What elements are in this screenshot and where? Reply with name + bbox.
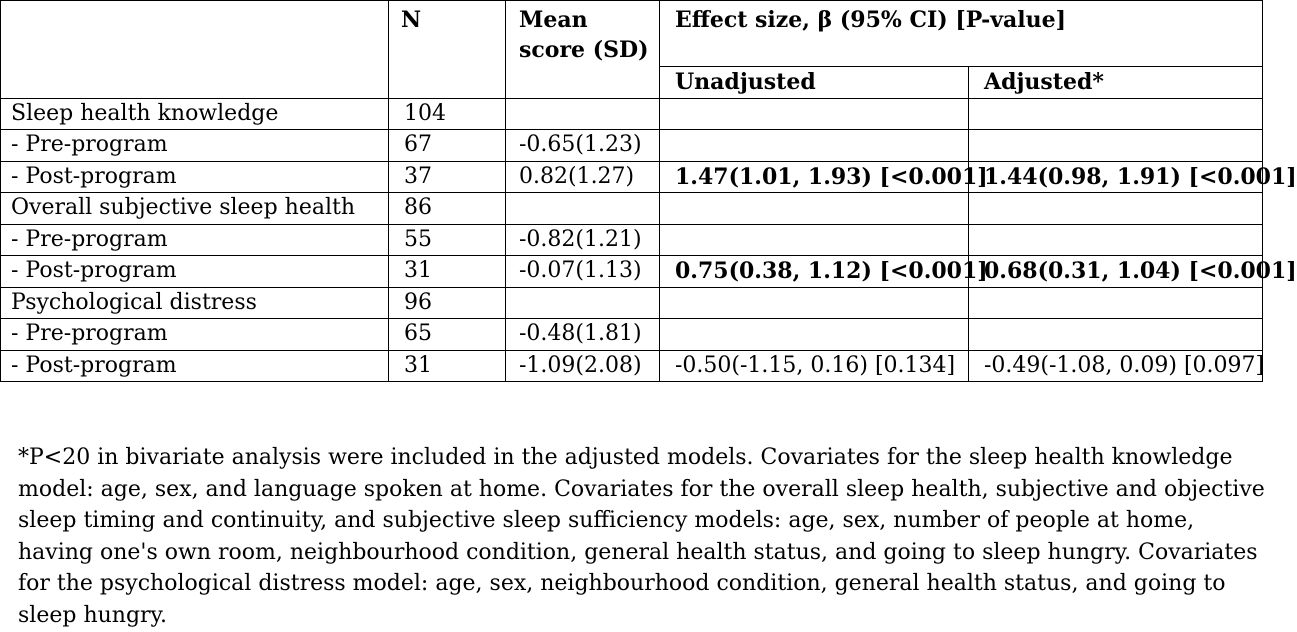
row-n: 86 xyxy=(389,193,506,225)
row-adjusted: -0.49(-1.08, 0.09) [0.097] xyxy=(969,350,1263,382)
row-n: 37 xyxy=(389,161,506,193)
row-label: - Post-program xyxy=(1,161,389,193)
row-mean-score: -0.82(1.21) xyxy=(506,224,660,256)
row-mean-score xyxy=(506,98,660,130)
header-row xyxy=(1,1,1263,67)
row-adjusted: 1.44(0.98, 1.91) [<0.001] xyxy=(969,161,1263,193)
row-unadjusted: 0.75(0.38, 1.12) [<0.001] xyxy=(660,256,969,288)
row-label: - Post-program xyxy=(1,256,389,288)
row-mean-score: -0.48(1.81) xyxy=(506,319,660,351)
row-unadjusted xyxy=(660,287,969,319)
header-adjusted: Adjusted* xyxy=(969,67,1263,99)
table-row xyxy=(1,130,1263,162)
row-label: Psychological distress xyxy=(1,287,389,319)
row-n: 104 xyxy=(389,98,506,130)
row-adjusted xyxy=(969,224,1263,256)
row-adjusted xyxy=(969,287,1263,319)
row-unadjusted: -0.50(-1.15, 0.16) [0.134] xyxy=(660,350,969,382)
row-adjusted xyxy=(969,98,1263,130)
table-row xyxy=(1,350,1263,382)
row-unadjusted: 1.47(1.01, 1.93) [<0.001] xyxy=(660,161,969,193)
table-row xyxy=(1,319,1263,351)
header-mean-line2: score (SD) xyxy=(519,37,649,63)
row-adjusted: 0.68(0.31, 1.04) [<0.001] xyxy=(969,256,1263,288)
row-mean-score: -0.65(1.23) xyxy=(506,130,660,162)
row-n: 31 xyxy=(389,350,506,382)
row-label: - Post-program xyxy=(1,350,389,382)
table-row xyxy=(1,224,1263,256)
row-unadjusted xyxy=(660,224,969,256)
row-n: 31 xyxy=(389,256,506,288)
row-n: 67 xyxy=(389,130,506,162)
table-row xyxy=(1,98,1263,130)
header-empty-cell xyxy=(1,1,389,99)
row-adjusted xyxy=(969,319,1263,351)
header-unadjusted: Unadjusted xyxy=(660,67,969,99)
row-n: 65 xyxy=(389,319,506,351)
footnote: *P<20 in bivariate analysis were included in the adjusted models. Covariates for the sleep health knowledge model: age, sex, and language spoken at home. Covariates for the overall sleep health, subjective and objective sleep timing and continuity, and subjective sleep sufficiency models: age, sex, number of people at home, having one's own room, neighbourhood condition, general health status, and going to sleep hungry. Covariates for the psychological distress model: age, sex, neighbourhood condition, general health status, and going to sleep hungry. xyxy=(18,445,1265,628)
row-label: - Pre-program xyxy=(1,224,389,256)
header-mean-line1: Mean xyxy=(519,7,588,33)
table-row xyxy=(1,193,1263,225)
row-label: - Pre-program xyxy=(1,130,389,162)
header-effect-size: Effect size, β (95% CI) [P-value] xyxy=(660,1,1263,67)
table-row xyxy=(1,256,1263,288)
row-mean-score xyxy=(506,193,660,225)
row-label: - Pre-program xyxy=(1,319,389,351)
row-unadjusted xyxy=(660,130,969,162)
header-n: N xyxy=(389,1,506,99)
row-mean-score: -0.07(1.13) xyxy=(506,256,660,288)
row-label: Overall subjective sleep health xyxy=(1,193,389,225)
row-unadjusted xyxy=(660,193,969,225)
row-n: 55 xyxy=(389,224,506,256)
row-label: Sleep health knowledge xyxy=(1,98,389,130)
row-unadjusted xyxy=(660,319,969,351)
table-row xyxy=(1,161,1263,193)
row-mean-score xyxy=(506,287,660,319)
row-adjusted xyxy=(969,130,1263,162)
row-mean-score: -1.09(2.08) xyxy=(506,350,660,382)
row-n: 96 xyxy=(389,287,506,319)
header-mean-score xyxy=(506,1,660,99)
table-body xyxy=(1,98,1297,382)
row-unadjusted xyxy=(660,98,969,130)
row-mean-score: 0.82(1.27) xyxy=(506,161,660,193)
row-adjusted xyxy=(969,193,1263,225)
table-row xyxy=(1,287,1263,319)
